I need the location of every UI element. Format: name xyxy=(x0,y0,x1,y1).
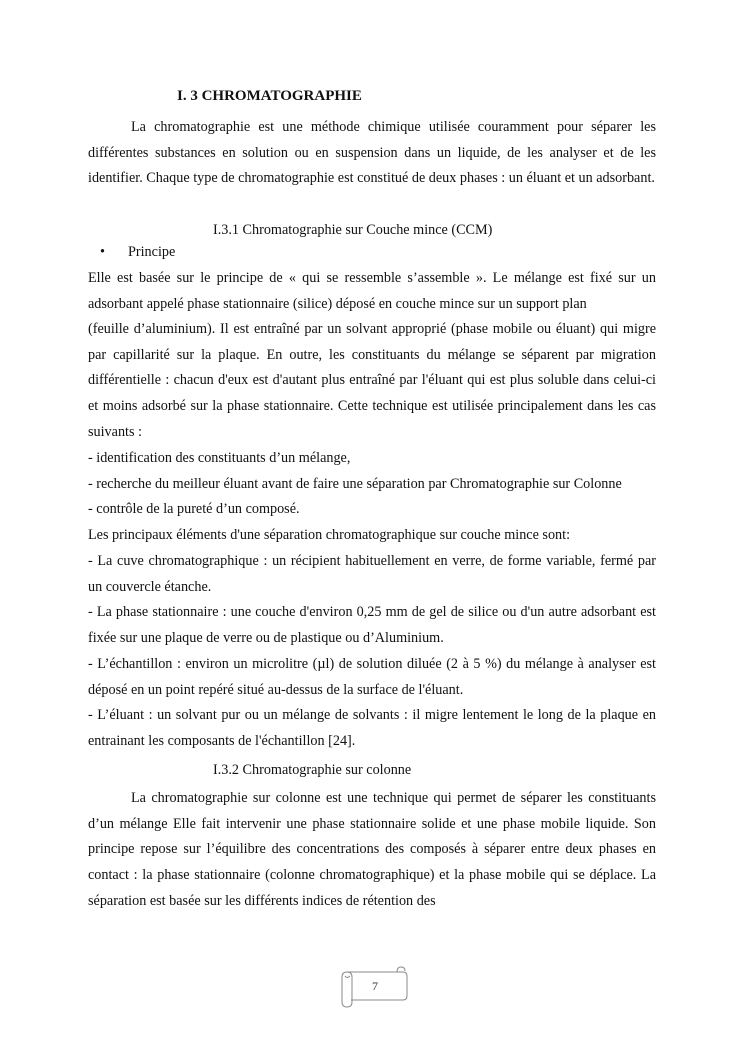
element-echantillon: - L’échantillon : environ un microlitre (µl) de solution diluée (2 à 5 %) du mélange à analyser est déposé en un point repéré situé au-dessus de la surface de l'éluant. xyxy=(88,656,656,698)
principle-line-1: Elle est basée sur le principe de « qui se ressemble s’assemble ». Le mélange est fixé sur un xyxy=(88,270,656,286)
elements-intro: Les principaux éléments d'une séparation chromatographique sur couche mince sont: xyxy=(88,527,571,543)
element-phase-stationnaire: - La phase stationnaire : une couche d'environ 0,25 mm de gel de silice ou d'un autre adsorbant est fixée sur une plaque de verre ou de plastique ou d’Aluminium. xyxy=(88,604,656,646)
element-eluant: - L’éluant : un solvant pur ou un mélange de solvants : il migre lentement le long de la plaque en entrainant les composants de l'échantillon [24]. xyxy=(88,707,656,749)
subsection-1-title: I.3.1 Chromatographie sur Couche mince (CCM) xyxy=(213,222,493,238)
principle-line-2: adsorbant appelé phase stationnaire (silice) déposé en couche mince sur un support plan xyxy=(88,296,587,312)
page-number: 7 xyxy=(372,979,378,993)
bullet-dot-icon: • xyxy=(100,244,105,260)
element-cuve: - La cuve chromatographique : un récipient habituellement en verre, de forme variable, fermé par un couvercle étanche. xyxy=(88,553,656,595)
intro-paragraph: La chromatographie est une méthode chimique utilisée couramment pour séparer les différentes substances en solution ou en suspension dans un liquide, de les analyser et de les identifier. Chaque type de chromatographie est constitué de deux phases : un éluant et un adsorbant. xyxy=(88,119,656,187)
subsection-2-title: I.3.2 Chromatographie sur colonne xyxy=(213,762,412,778)
bullet-principe xyxy=(88,244,175,261)
column-paragraph: La chromatographie sur colonne est une technique qui permet de séparer les constituants d’un mélange Elle fait intervenir une phase stationnaire solide et une phase mobile liquide. Son principe repose sur l’équilibre des concentrations des composés à séparer entre deux phases en contact : la phase stationnaire (colonne chromatographique) et la phase mobile qui se déplace. La séparation est basée sur les différents indices de rétention des xyxy=(88,790,656,909)
section-title: I. 3 CHROMATOGRAPHIE xyxy=(177,88,362,104)
bullet-label: Principe xyxy=(128,244,176,260)
use-item-3: - contrôle de la pureté d’un composé. xyxy=(88,501,300,517)
use-item-2: - recherche du meilleur éluant avant de faire une séparation par Chromatographie sur Colonne xyxy=(88,476,622,492)
principle-paragraph: (feuille d’aluminium). Il est entraîné par un solvant approprié (phase mobile ou éluant) qui migre par capillarité sur la plaque. En outre, les constituants du mélange se séparent par migration différentielle : chacun d'eux est d'autant plus entraîné par l'éluant qui est plus soluble dans celui-ci et moins adsorbé sur la phase stationnaire. Cette technique est utilisée principalement dans les cas suivants : xyxy=(88,321,656,440)
use-item-1: - identification des constituants d’un mélange, xyxy=(88,450,351,466)
